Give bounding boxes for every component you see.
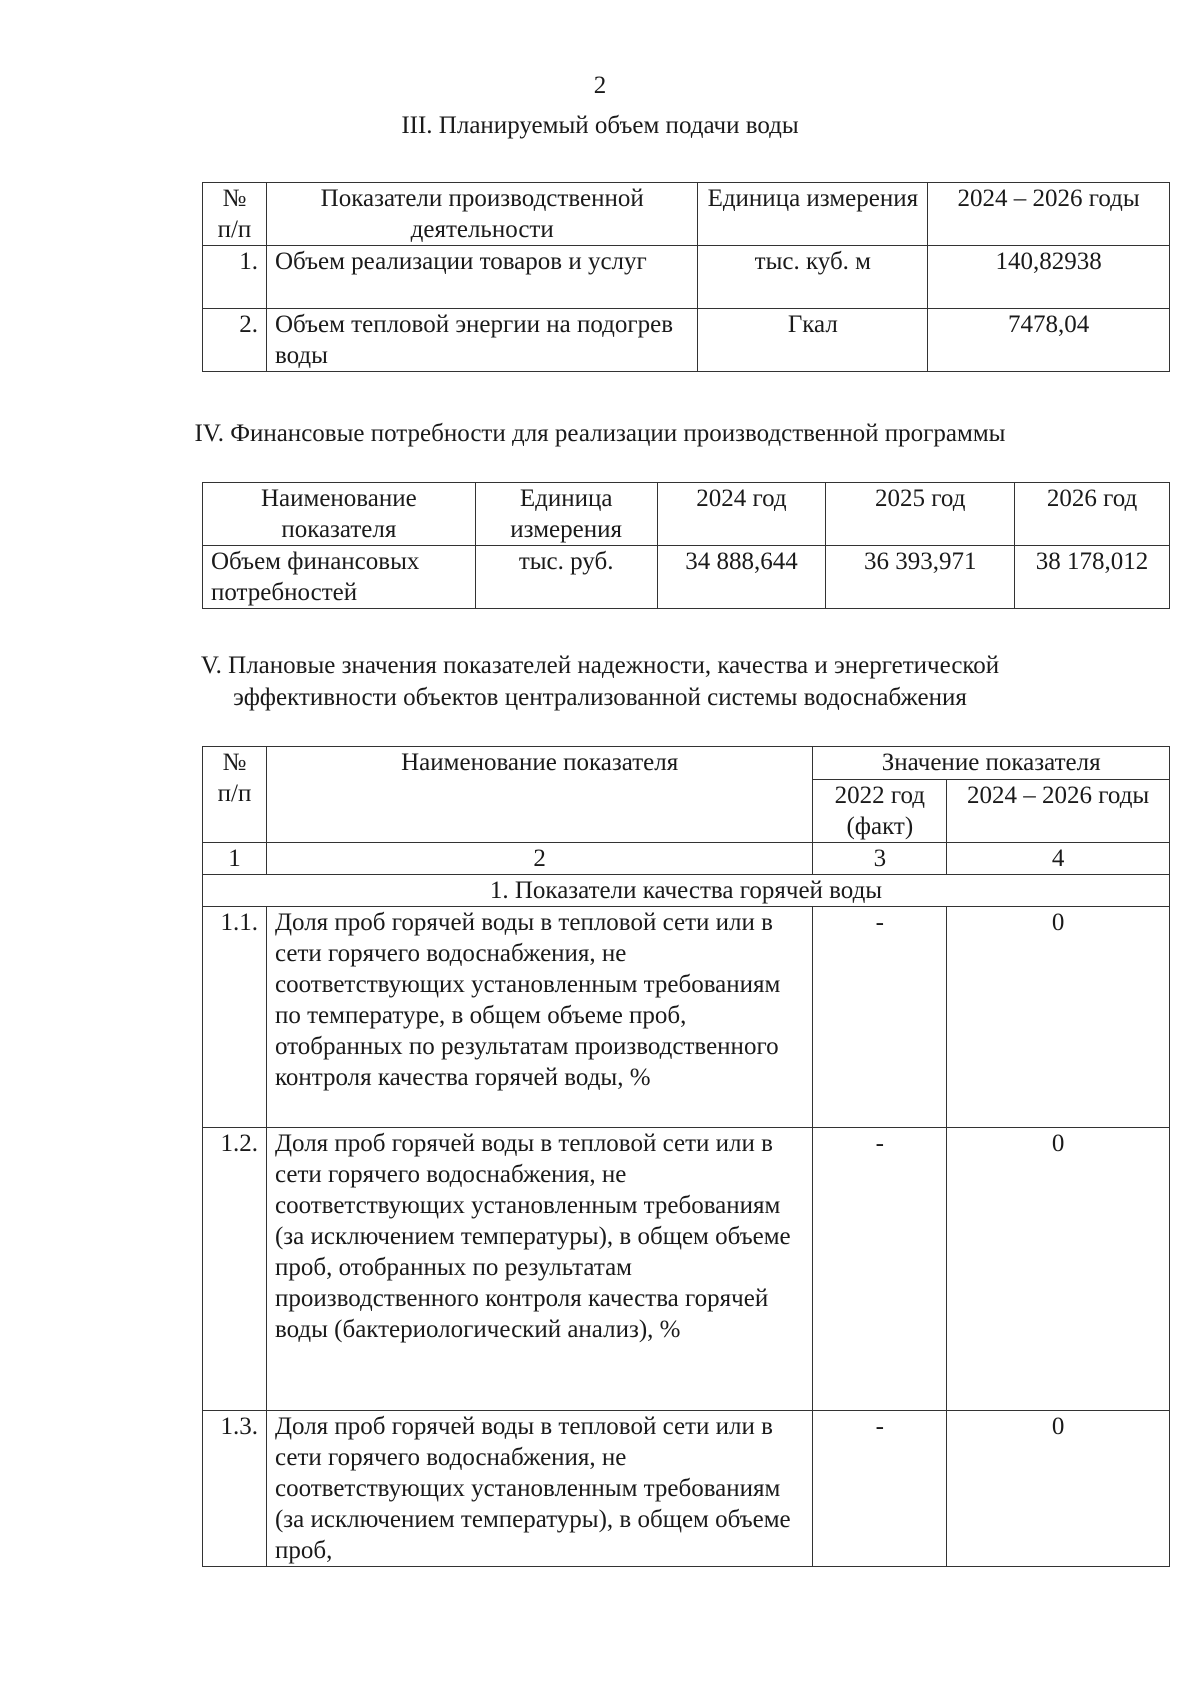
header-name: Наименование показателя	[266, 747, 812, 843]
table-header-row	[203, 483, 1170, 546]
row-num: 1.1.	[203, 907, 267, 1128]
row-value-2022: -	[813, 907, 947, 1128]
row-value-2022: -	[813, 1411, 947, 1567]
row-name: Доля проб горячей воды в тепловой сети или в сети горячего водоснабжения, не соответствующих установленным требованиям (за исключением температуры), в общем объеме проб,	[266, 1411, 812, 1567]
row-num: 1.2.	[203, 1128, 267, 1411]
section3-title: III. Планируемый объем подачи воды	[401, 112, 799, 139]
header-name: Наименование показателя	[203, 483, 476, 546]
col-number: 2	[266, 843, 812, 875]
row-name: Доля проб горячей воды в тепловой сети или в сети горячего водоснабжения, не соответствующих установленным требованиям по температуре, в общем объеме проб, отобранных по результатам производственного контроля качества горячей воды, %	[266, 907, 812, 1128]
header-2025: 2025 год	[826, 483, 1015, 546]
row-num: 1.	[203, 246, 267, 309]
row-name: Объем финансовых потребностей	[203, 546, 476, 609]
group-row	[203, 875, 1170, 907]
header-num: № п/п	[203, 183, 267, 246]
water-supply-table	[202, 182, 1170, 372]
table-row	[203, 546, 1170, 609]
row-name: Объем реализации товаров и услуг	[266, 246, 698, 309]
row-value: 140,82938	[928, 246, 1170, 309]
section5-title-line2: эффективности объектов централизованной системы водоснабжения	[233, 684, 967, 711]
row-unit: Гкал	[698, 309, 928, 372]
row-value-2024-2026: 0	[947, 1411, 1170, 1567]
table-row	[203, 1128, 1170, 1411]
row-value-2025: 36 393,971	[826, 546, 1015, 609]
row-unit: тыс. руб.	[475, 546, 657, 609]
row-value-2024-2026: 0	[947, 907, 1170, 1128]
header-value-group: Значение показателя	[813, 747, 1170, 780]
header-2024-2026: 2024 – 2026 годы	[947, 780, 1170, 843]
header-2026: 2026 год	[1015, 483, 1170, 546]
header-unit: Единица измерения	[475, 483, 657, 546]
header-period: 2024 – 2026 годы	[928, 183, 1170, 246]
row-name: Объем тепловой энергии на подогрев воды	[266, 309, 698, 372]
row-unit: тыс. куб. м	[698, 246, 928, 309]
header-indicator: Показатели производственной деятельности	[266, 183, 698, 246]
section4-title: IV. Финансовые потребности для реализации производственной программы	[194, 420, 1006, 447]
table-row	[203, 1411, 1170, 1567]
header-2024: 2024 год	[657, 483, 826, 546]
row-value-2024-2026: 0	[947, 1128, 1170, 1411]
row-num: 2.	[203, 309, 267, 372]
col-number: 4	[947, 843, 1170, 875]
header-2022: 2022 год (факт)	[813, 780, 947, 843]
page-number: 2	[593, 72, 607, 99]
row-num: 1.3.	[203, 1411, 267, 1567]
indicators-table	[202, 746, 1170, 1567]
section5-title-line1: V. Плановые значения показателей надежности, качества и энергетической	[200, 652, 1000, 679]
row-name: Доля проб горячей воды в тепловой сети или в сети горячего водоснабжения, не соответствующих установленным требованиям (за исключением температуры), в общем объеме проб, отобранных по результатам производственного контроля качества горячей воды (бактериологический анализ), %	[266, 1128, 812, 1411]
financial-needs-table	[202, 482, 1170, 609]
table-header-row	[203, 183, 1170, 246]
group-title: 1. Показатели качества горячей воды	[203, 875, 1170, 907]
row-value: 7478,04	[928, 309, 1170, 372]
header-num: № п/п	[203, 747, 267, 843]
row-value-2024: 34 888,644	[657, 546, 826, 609]
row-value-2022: -	[813, 1128, 947, 1411]
header-unit: Единица измерения	[698, 183, 928, 246]
column-numbers-row	[203, 843, 1170, 875]
col-number: 1	[203, 843, 267, 875]
table-header-row	[203, 747, 1170, 780]
table-row	[203, 309, 1170, 372]
table-row	[203, 246, 1170, 309]
table-row	[203, 907, 1170, 1128]
row-value-2026: 38 178,012	[1015, 546, 1170, 609]
col-number: 3	[813, 843, 947, 875]
